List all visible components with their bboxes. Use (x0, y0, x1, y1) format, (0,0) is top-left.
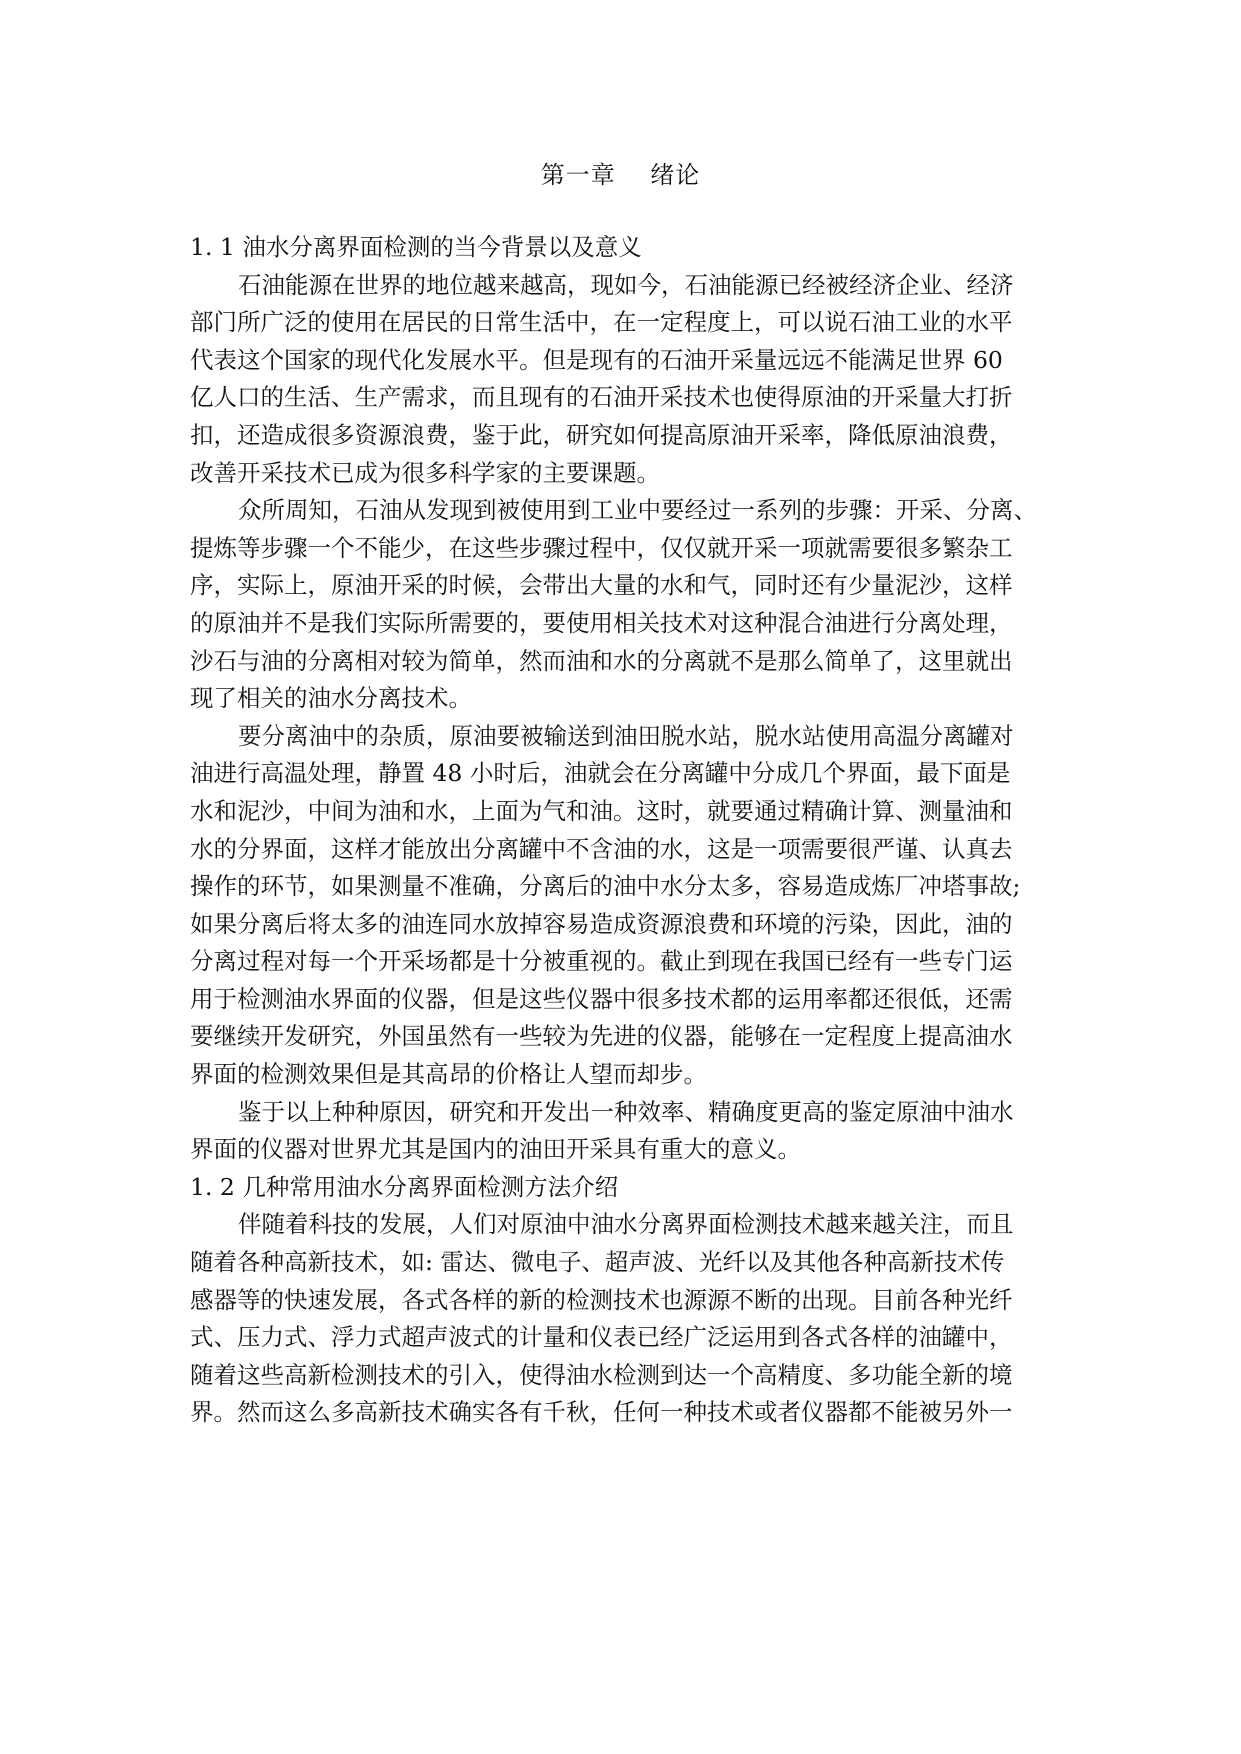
body-text (190, 229, 1060, 1432)
text-line: 要分离油中的杂质，原油要被输送到油田脱水站，脱水站使用高温分离罐对 (238, 721, 1014, 750)
chapter-title: 第一章 绪论 (540, 161, 701, 189)
text-line: 要继续开发研究，外国虽然有一些较为先进的仪器，能够在一定程度上提高油水 (190, 1022, 1013, 1051)
text-line: 提炼等步骤一个不能少，在这些步骤过程中，仅仅就开采一项就需要很多繁杂工 (190, 533, 1013, 562)
text-line: 随着各种高新技术，如: 雷达、微电子、超声波、光纤以及其他各种高新技术传 (190, 1248, 1005, 1277)
text-line: 界。然而这么多高新技术确实各有千秋，任何一种技术或者仪器都不能被另外一 (190, 1398, 1013, 1427)
text-line: 界面的检测效果但是其高昂的价格让人望而却步。 (190, 1060, 707, 1089)
text-line: 众所周知，石油从发现到被使用到工业中要经过一系列的步骤：开采、分离、 (238, 496, 1037, 525)
text-line: 水的分界面，这样才能放出分离罐中不含油的水，这是一项需要很严谨、认真去 (190, 834, 1013, 863)
text-line: 操作的环节，如果测量不准确，分离后的油中水分太多，容易造成炼厂冲塔事故; (190, 872, 1021, 901)
text-line: 感器等的快速发展，各式各样的新的检测技术也源源不断的出现。目前各种光纤 (190, 1285, 1013, 1314)
text-line: 的原油并不是我们实际所需要的，要使用相关技术对这种混合油进行分离处理， (190, 608, 1013, 637)
text-line: 水和泥沙，中间为油和水，上面为气和油。这时，就要通过精确计算、测量油和 (190, 796, 1013, 825)
text-line: 扣，还造成很多资源浪费，鉴于此，研究如何提高原油开采率，降低原油浪费， (190, 420, 1013, 449)
text-line: 亿人口的生活、生产需求，而且现有的石油开采技术也使得原油的开采量大打折 (190, 383, 1013, 412)
text-line: 沙石与油的分离相对较为简单，然而油和水的分离就不是那么简单了，这里就出 (190, 646, 1013, 675)
text-line: 部门所广泛的使用在居民的日常生活中，在一定程度上，可以说石油工业的水平 (190, 308, 1013, 337)
text-line: 石油能源在世界的地位越来越高，现如今，石油能源已经被经济企业、经济 (238, 270, 1014, 299)
text-line: 分离过程对每一个开采场都是十分被重视的。截止到现在我国已经有一些专门运 (190, 947, 1013, 976)
text-line: 改善开采技术已成为很多科学家的主要课题。 (190, 458, 660, 487)
text-line: 现了相关的油水分离技术。 (190, 684, 472, 713)
text-line: 随着这些高新检测技术的引入，使得油水检测到达一个高精度、多功能全新的境 (190, 1360, 1013, 1389)
text-line: 式、压力式、浮力式超声波式的计量和仪表已经广泛运用到各式各样的油罐中， (190, 1323, 1013, 1352)
text-line: 用于检测油水界面的仪器，但是这些仪器中很多技术都的运用率都还很低，还需 (190, 984, 1013, 1013)
text-line: 如果分离后将太多的油连同水放掉容易造成资源浪费和环境的污染，因此，油的 (190, 909, 1013, 938)
text-line: 序，实际上，原油开采的时候，会带出大量的水和气，同时还有少量泥沙，这样 (190, 571, 1013, 600)
text-line: 鉴于以上种种原因，研究和开发出一种效率、精确度更高的鉴定原油中油水 (238, 1097, 1014, 1126)
text-line: 伴随着科技的发展，人们对原油中油水分离界面检测技术越来越关注，而且 (238, 1210, 1014, 1239)
text-line: 1. 1 油水分离界面检测的当今背景以及意义 (190, 233, 642, 261)
text-line: 油进行高温处理，静置 48 小时后，油就会在分离罐中分成几个界面，最下面是 (190, 759, 1011, 788)
text-line: 代表这个国家的现代化发展水平。但是现有的石油开采量远远不能满足世界 60 (190, 345, 1003, 374)
text-line: 界面的仪器对世界尤其是国内的油田开采具有重大的意义。 (190, 1135, 801, 1164)
text-line: 1. 2 几种常用油水分离界面检测方法介绍 (190, 1172, 619, 1201)
